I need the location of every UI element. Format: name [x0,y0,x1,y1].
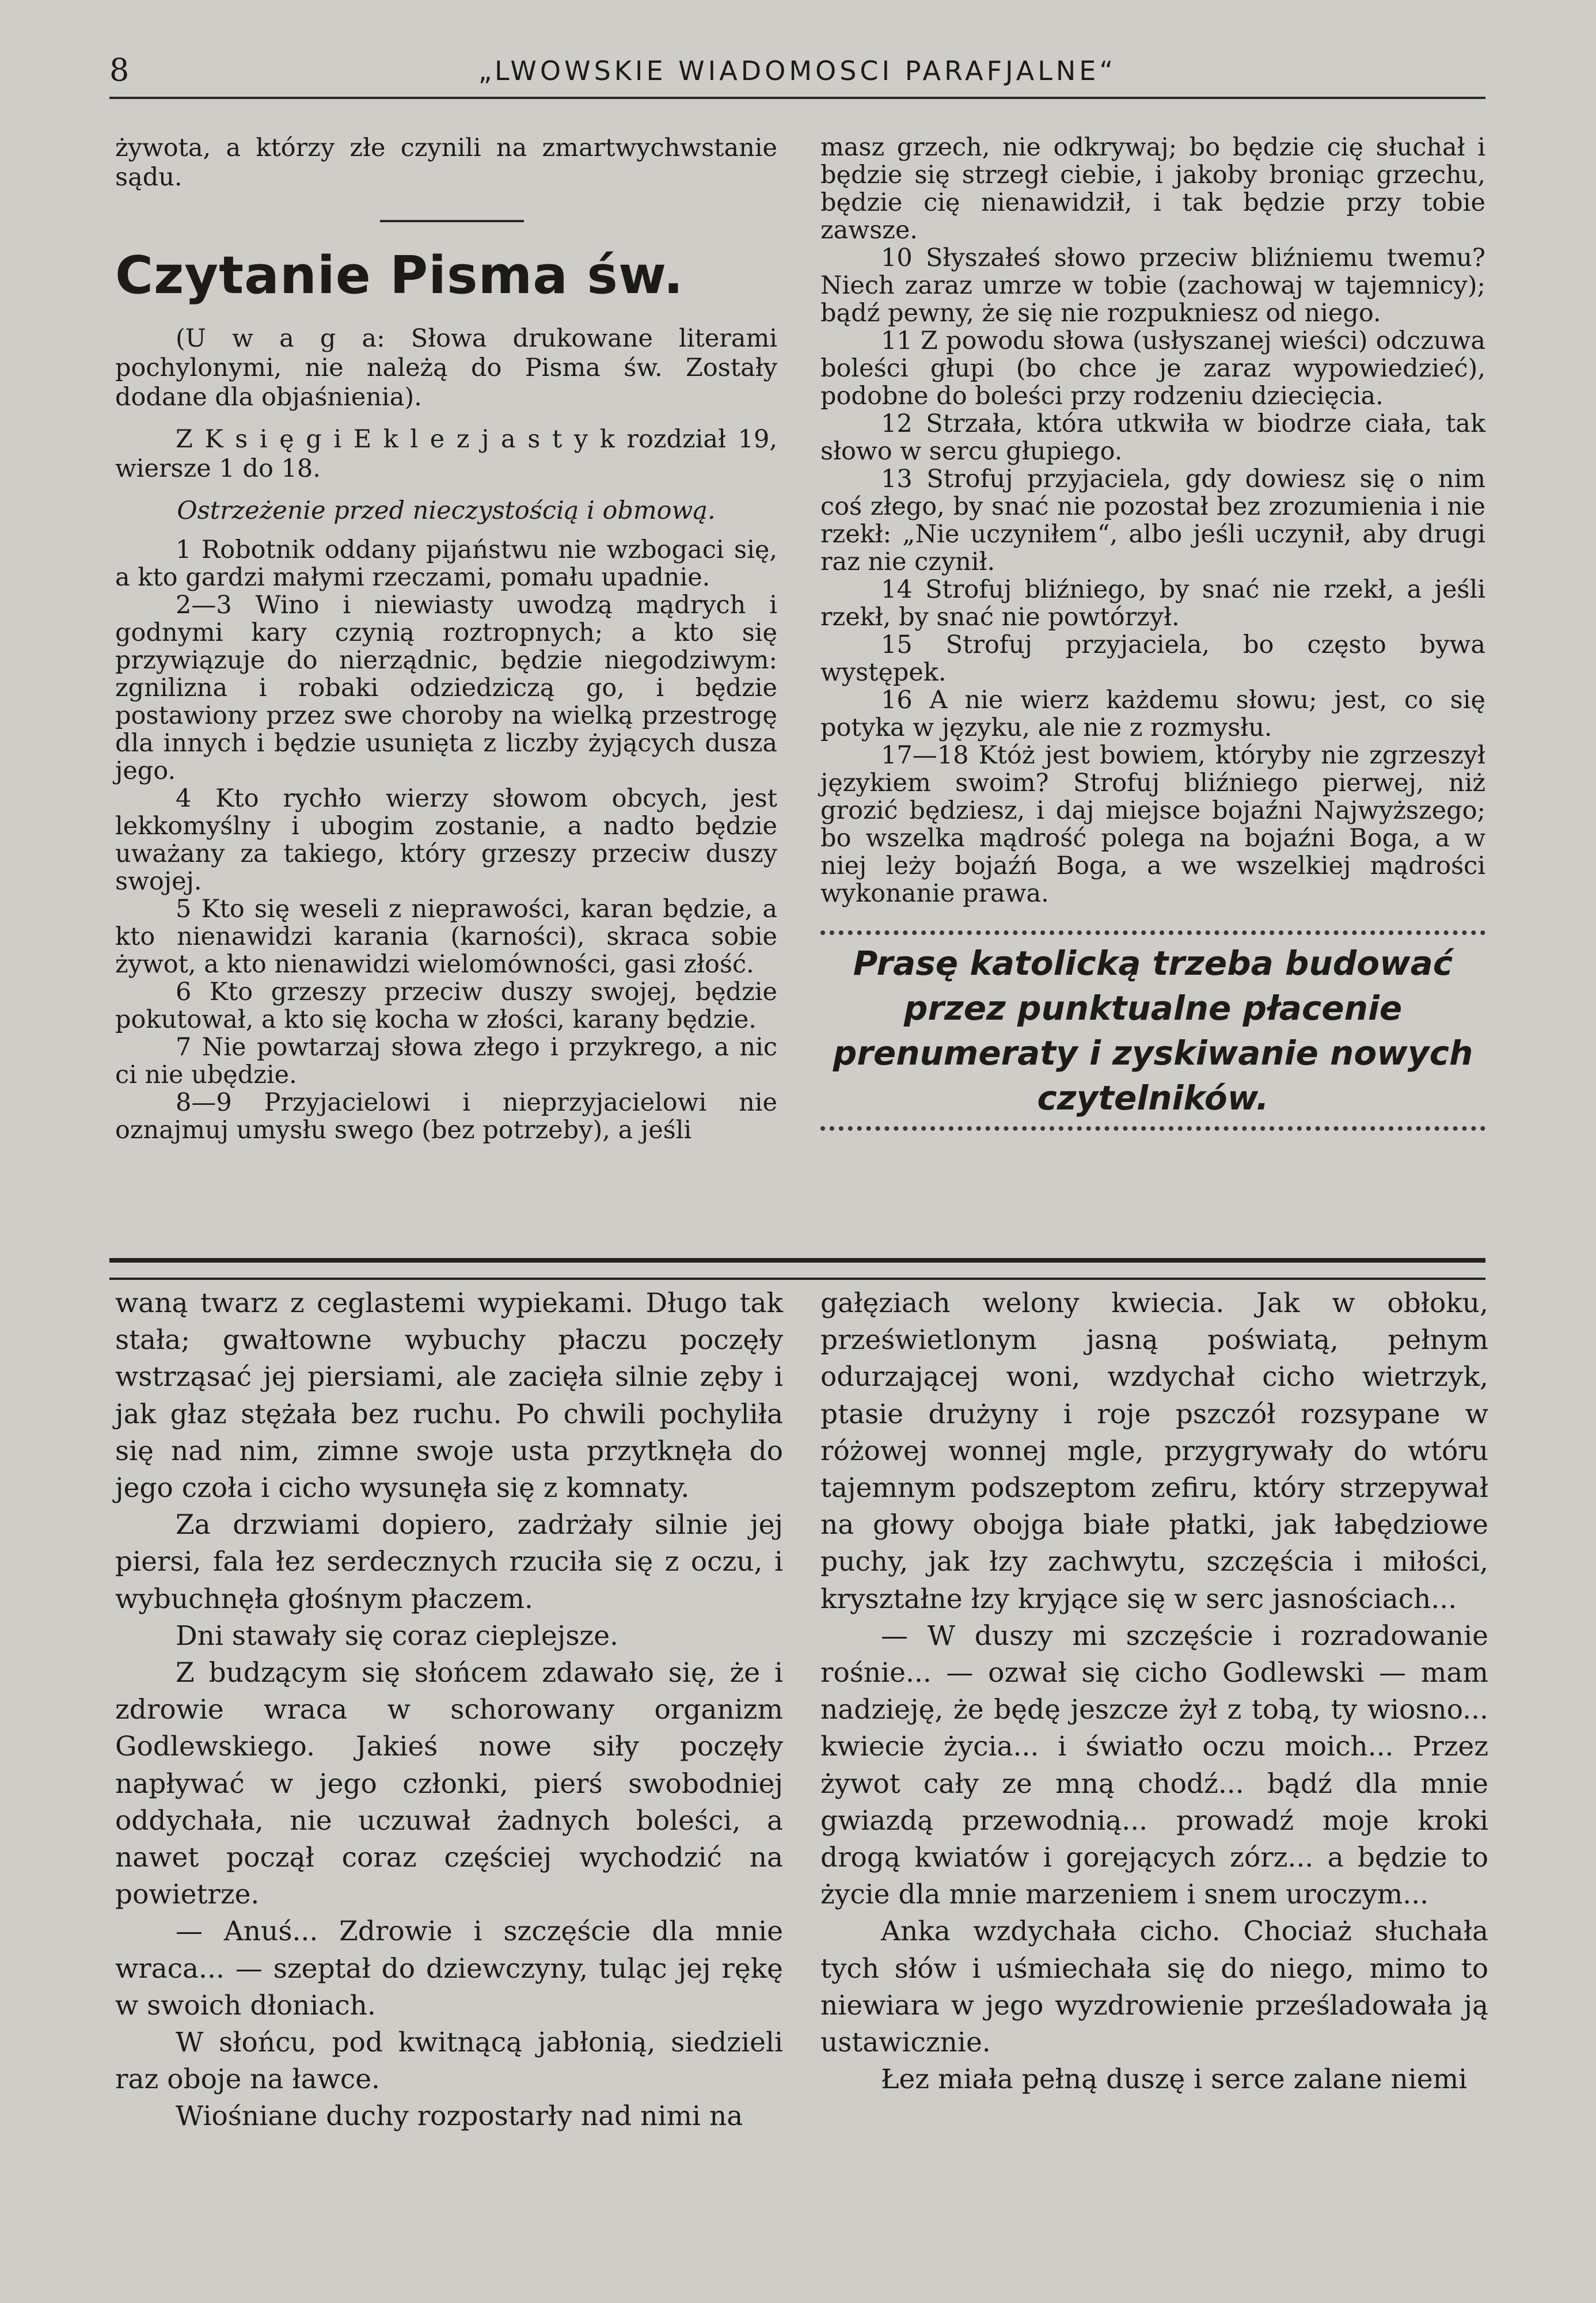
story-paragraph: Łez miała pełną duszę i serce zalane niemi [881,2063,1468,2096]
section-heading: Czytanie Pisma św. [115,245,684,306]
verse: 17—18 Któż jest bowiem, któryby nie zgrzeszył językiem swoim? Strofuj bliźniego pierwej, niż grozić będziesz, i daj miejsce bojaźni Najwyższego; bo wszelka mądrość polega na bojaźni Boga, a w niej leży bojaźń Boga, a we wszelkiej mądrości wykonanie prawa. [820,741,1485,908]
scripture-right-column [820,134,1485,1131]
verse: 1 Robotnik oddany pijaństwu nie wzbogaci się, a kto gardzi małymi rzeczami, pomału upadnie. [115,535,777,592]
story-paragraph: W słońcu, pod kwitnącą jabłonią, siedzieli raz oboje na ławce. [115,2027,783,2096]
verse: 6 Kto grzeszy przeciw duszy swojej, będzie pokutował, a kto się kocha w złości, karany będzie. [115,978,777,1034]
story-paragraph: waną twarz z ceglastemi wypiekami. Długo tak stała; gwałtowne wybuchy płaczu poczęły wstrząsać jej piersiami, ale zacięła silnie zęby i jak głaz stężała bez ruchu. Po chwili pochyliła się nad nim, zimne swoje usta przytknęła do jego czoła i cicho wysunęła się z komnaty. [115,1287,783,1504]
verse: 5 Kto się weseli z nieprawości, karan będzie, a kto nienawidzi karania (karności), skraca sobie żywot, a kto nienawidzi wielomówności, gasi złość. [115,895,777,979]
story-paragraph: gałęziach welony kwiecia. Jak w obłoku, prześwietlonym jasną poświatą, pełnym odurzającej woni, wzdychał cicho wietrzyk, ptasie drużyny i roje pszczół rozsypane w różowej wonnej mgle, przygrywały do wtóru tajemnym podszeptom zefiru, który strzepywał na głowy obojga białe płatki, jak łabędziowe puchy, jak łzy zachwytu, szczęścia i miłości, kryształne łzy kryjące się w serc jasnościach... [820,1287,1488,1615]
story-right-column [820,1285,1488,2098]
running-title: „LWOWSKIE WIADOMOSCI PARAFJALNE“ [478,55,1117,86]
opening-line: żywota, a którzy złe czynili na zmartwychwstanie sądu. [115,134,777,192]
verse: 14 Strofuj bliźniego, by snać nie rzekł, a jeśli rzekł, by snać nie powtórzył. [820,575,1485,632]
story-paragraph: Za drzwiami dopiero, zadrżały silnie jej piersi, fala łez serdecznych rzuciła się z oczu, i wybuchnęła głośnym płaczem. [115,1509,783,1615]
verse: 2—3 Wino i niewiasty uwodzą mądrych i godnymi kary czynią roztropnych; a kto się przywiązuje do nierządnic, będzie niegodziwym: zgnilizna i robaki odziedziczą go, i będzie postawiony przez swe choroby na wielką przestrogę dla innych i będzie usunięta z liczby żyjących dusza jego. [115,591,777,785]
verse: 4 Kto rychło wierzy słowom obcych, jest lekkomyślny i ubogim zostanie, a nadto będzie uważany za takiego, który grzeszy przeciw duszy swojej. [115,784,777,896]
subscription-appeal [820,930,1485,1131]
verse: 8—9 Przyjacielowi i nieprzyjacielowi nie oznajmuj umysłu swego (bez potrzeby), a jeśli [115,1088,777,1145]
story-paragraph: Z budzącym się słońcem zdawało się, że i zdrowie wraca w schorowany organizm Godlewskiego. Jakieś nowe siły poczęły napływać w jego członki, pierś swobodniej oddychała, nie uczuwał żadnych boleści, a nawet począł coraz częściej wychodzić na powietrze. [115,1657,783,1911]
verse: 12 Strzała, która utkwiła w biodrze ciała, tak słowo w sercu głupiego. [820,409,1485,466]
page-number: 8 [109,52,130,88]
verse: 15 Strofuj przyjaciela, bo często bywa występek. [820,630,1485,687]
scripture-subheading: Ostrzeżenie przed nieczystością i obmową. [177,496,716,525]
appeal-text: Prasę katolicką trzeba budować przez punktualne płacenie prenumeraty i zyskiwanie nowych czytelników. [833,944,1473,1118]
story-paragraph: — Anuś... Zdrowie i szczęście dla mnie wraca... — szeptał do dziewczyny, tuląc jej rękę w swoich dłoniach. [115,1916,783,2021]
section-divider [109,1258,1485,1280]
scripture-source: Z K s i ę g i E k l e z j a s t y k rozdział 19, wiersze 1 do 18. [115,425,777,483]
short-rule [380,220,524,222]
editorial-note: (U w a g a: Słowa drukowane literami pochylonymi, nie należą do Pisma św. Zostały dodane dla objaśnienia). [115,324,777,412]
story-paragraph: Anka wzdychała cicho. Chociaż słuchała tych słów i uśmiechała się do niego, mimo to niewiara w jego wyzdrowienie prześladowała ją ustawicznie. [820,1916,1488,2059]
verse: 10 Słyszałeś słowo przeciw bliźniemu twemu? Niech zaraz umrze w tobie (zachowaj w tajemnicy); bądź pewny, że się nie rozpukniesz od niego. [820,244,1485,328]
scripture-left-column [115,134,777,1144]
story-left-column [115,1285,783,2135]
page-header [109,52,1485,99]
story-paragraph: — W duszy mi szczęście i rozradowanie rośnie... — ozwał się cicho Godlewski — mam nadzieję, że będę jeszcze żył z tobą, ty wiosno... kwiecie życia... i światło oczu moich... Przez żywot cały ze mną chodź... bądź dla mnie gwiazdą przewodnią... prowadź moje kroki drogą kwiatów i gorejących zórz... a będzie to życie dla mnie marzeniem i snem uroczym... [820,1620,1488,1911]
verse: 7 Nie powtarzaj słowa złego i przykrego, a nic ci nie ubędzie. [115,1033,777,1089]
story-paragraph: Dni stawały się coraz cieplejsze. [176,1620,618,1652]
verse: 16 A nie wierz każdemu słowu; jest, co się potyka w języku, ale nie z rozmysłu. [820,686,1485,742]
verse: 13 Strofuj przyjaciela, gdy dowiesz się o nim coś złego, by snać nie pozostał bez zrozumienia i nie rzekł: „Nie uczyniłem“, albo jeśli uczynił, aby drugi raz nie czynił. [820,465,1485,576]
verse: 11 Z powodu słowa (usłyszanej wieści) odczuwa boleści głupi (bo chce je zaraz wypowiedzieć), podobne do boleści przy rodzeniu dziecięcia. [820,326,1485,411]
verse: masz grzech, nie odkrywaj; bo będzie cię słuchał i będzie się strzegł ciebie, i jakoby broniąc grzechu, będzie cię nienawidził, i tak będzie przy tobie zawsze. [820,133,1485,245]
story-paragraph: Wiośniane duchy rozpostarły nad nimi na [176,2100,743,2133]
